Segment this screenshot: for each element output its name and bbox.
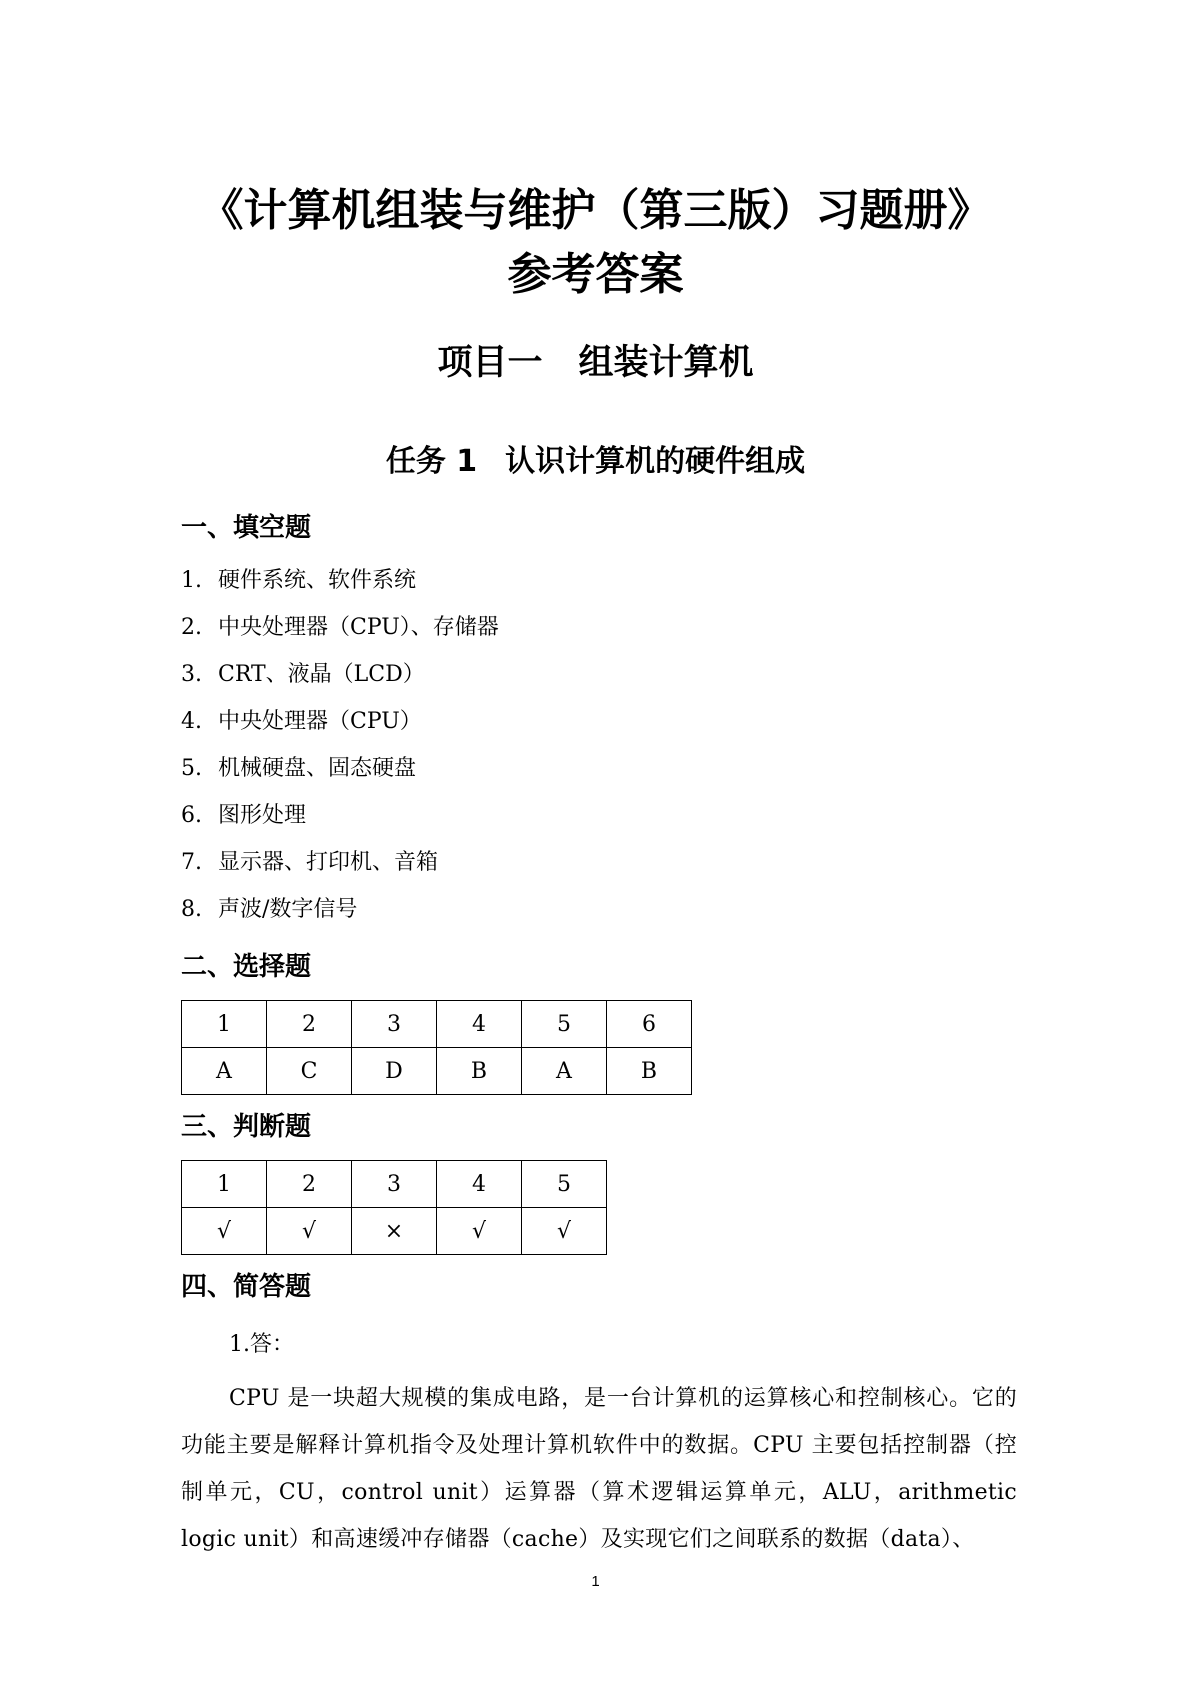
table-cell: 6 (607, 1001, 692, 1048)
item-text: CRT、液晶（LCD） (218, 662, 425, 687)
list-item (181, 613, 499, 660)
fill-blank-list (181, 566, 499, 942)
page-number: 1 (591, 1573, 600, 1590)
judge-heading: 三、判断题 (181, 1112, 312, 1142)
list-item (181, 660, 499, 707)
table-cell: 5 (522, 1161, 607, 1208)
table-cell: 3 (352, 1001, 437, 1048)
task-heading (0, 442, 1191, 482)
table-cell: √ (522, 1208, 607, 1255)
item-number: 2. (181, 615, 202, 640)
item-number: 8. (181, 897, 202, 922)
list-item (181, 707, 499, 754)
table-cell: A (522, 1048, 607, 1095)
item-number: 5. (181, 756, 202, 781)
item-text: 显示器、打印机、音箱 (218, 850, 439, 875)
project-heading (0, 340, 1191, 386)
choice-heading: 二、选择题 (181, 952, 312, 982)
task-number: 任务 1 (385, 444, 478, 479)
item-number: 1. (181, 568, 202, 593)
list-item (181, 801, 499, 848)
project-name: 组装计算机 (578, 343, 754, 383)
item-number: 3. (181, 662, 202, 687)
table-cell: 5 (522, 1001, 607, 1048)
answer-paragraph: CPU 是一块超大规模的集成电路，是一台计算机的运算核心和控制核心。它的功能主要是解释计算机指令及处理计算机软件中的数据。CPU 主要包括控制器（控制单元，CU，control unit）运算器（算术逻辑运算单元，ALU，arithmetic logic unit）和高速缓冲存储器（cache）及实现它们之间联系的数据（data）、 (181, 1386, 1017, 1552)
table-cell: 2 (267, 1161, 352, 1208)
list-item (181, 895, 499, 942)
short-answer-heading: 四、简答题 (181, 1272, 312, 1302)
item-text: 中央处理器（CPU）、存储器 (218, 615, 499, 640)
answer-label: 1.答： (229, 1332, 294, 1357)
item-text: 中央处理器（CPU） (218, 709, 422, 734)
table-cell: 4 (437, 1161, 522, 1208)
table-cell: C (267, 1048, 352, 1095)
item-text: 声波/数字信号 (218, 897, 358, 922)
table-cell: 3 (352, 1161, 437, 1208)
table-row (182, 1161, 607, 1208)
judge-answer-table (181, 1160, 607, 1255)
table-row (182, 1048, 692, 1095)
item-number: 4. (181, 709, 202, 734)
item-text: 图形处理 (218, 803, 307, 828)
table-cell: A (182, 1048, 267, 1095)
table-row (182, 1208, 607, 1255)
table-row (182, 1001, 692, 1048)
fill-blank-heading: 一、填空题 (181, 513, 312, 543)
item-number: 7. (181, 850, 202, 875)
table-cell: √ (182, 1208, 267, 1255)
list-item (181, 566, 499, 613)
table-cell: B (607, 1048, 692, 1095)
document-subtitle: 参考答案 (507, 249, 684, 300)
task-name: 认识计算机的硬件组成 (505, 444, 806, 479)
table-cell: 1 (182, 1001, 267, 1048)
table-cell: 1 (182, 1161, 267, 1208)
table-cell: √ (267, 1208, 352, 1255)
table-cell: 2 (267, 1001, 352, 1048)
choice-answer-table (181, 1000, 692, 1095)
table-cell: × (352, 1208, 437, 1255)
table-cell: D (352, 1048, 437, 1095)
table-cell: √ (437, 1208, 522, 1255)
table-cell: 4 (437, 1001, 522, 1048)
item-text: 机械硬盘、固态硬盘 (218, 756, 417, 781)
table-cell: B (437, 1048, 522, 1095)
item-text: 硬件系统、软件系统 (218, 568, 417, 593)
list-item (181, 754, 499, 801)
document-title: 《计算机组装与维护（第三版）习题册》 (199, 185, 992, 236)
project-number: 项目一 (437, 343, 543, 383)
list-item (181, 848, 499, 895)
item-number: 6. (181, 803, 202, 828)
